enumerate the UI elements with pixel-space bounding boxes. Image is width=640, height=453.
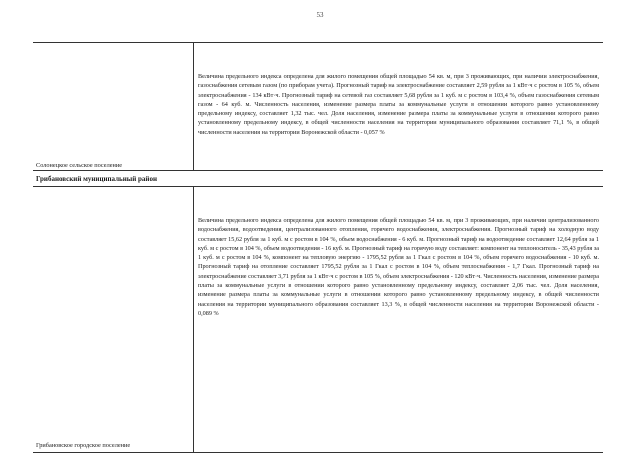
settlement-name: Грибановское городское поселение — [36, 442, 131, 449]
row-separator — [33, 186, 603, 187]
row-separator — [33, 170, 603, 171]
column-separator — [193, 42, 194, 170]
row-description: Величина предельного индекса определена для жилого помещения общей площадью 54 кв. м, при 3 проживающих, при наличии централизованного водоснабжения, водоотведения, централизованного отопления, горячего водоснабжения, электроснабжения. Прогнозный тариф на холодную воду составляет 15,62 рубля за 1 куб. м с ростом в 104 %, объем водоснабжения - 6 куб. м. Прогнозный тариф на водоотведение составляет 12,64 рубля за 1 куб. м с ростом в 104 %, объем водоотведения - 16 куб. м. Прогнозный тариф на горячую воду составляет: компонент на теплоноситель - 35,43 рубля за 1 куб. м с ростом в 104 %, компонент на тепловую энергию - 1795,52 рубля за 1 Гкал с ростом в 104 %, объем горячего водоснабжения - 10 куб. м. Прогнозный тариф на отопление составляет 1795,52 рубля за 1 Гкал с ростом в 104 %, объем теплоснабжения - 1,7 Гкал. Прогнозный тариф на электроснабжение составляет 3,71 рубля за 1 кВт·ч с ростом в 105 %, объем электроснабжения - 120 кВт·ч. Численность населения, изменение размера платы за коммунальные услуги в отношении которого равно установленному предельному индексу, составляет 2,06 тыс. чел. Доля населения, изменение размера платы за коммунальные услуги в отношении которого равно установленному предельному индексу, в общей численности населения на территории муниципального образования составляет 13,3 %, в общей численности населения на территории Воронежской области - 0,089 % — [198, 217, 599, 317]
row-description: Величина предельного индекса определена для жилого помещения общей площадью 54 кв. м, при 3 проживающих, при наличии электроснабжения, газоснабжения сетевым газом (по приборам учета). Прогнозный тариф на электроснабжение составляет 2,59 рубля за 1 кВт·ч с ростом в 105 %, объем электроснабжения - 134 кВт·ч. Прогнозный тариф на сетевой газ составляет 5,68 рубля за 1 куб. м с ростом в 103,4 %, объем газоснабжения сетевым газом - 64 куб. м. Численность населения, изменение размера платы за коммунальные услуги в отношении которого равно установленному предельному индексу, составляет 1,32 тыс. чел. Доля населения, изменение размера платы за коммунальные услуги в отношении которого равно установленному предельному индексу, в общей численности населения на территории муниципального образования составляет 71,1 %, в общей численности населения на территории Воронежской области - 0,057 % — [198, 73, 599, 136]
settlement-name: Солонецкое сельское поселение — [36, 162, 123, 169]
column-separator — [193, 186, 194, 452]
tariff-index-table — [33, 36, 603, 453]
page-number: 53 — [316, 11, 324, 19]
district-heading: Грибановский муниципальный район — [36, 175, 157, 183]
table-top-border — [33, 42, 603, 43]
